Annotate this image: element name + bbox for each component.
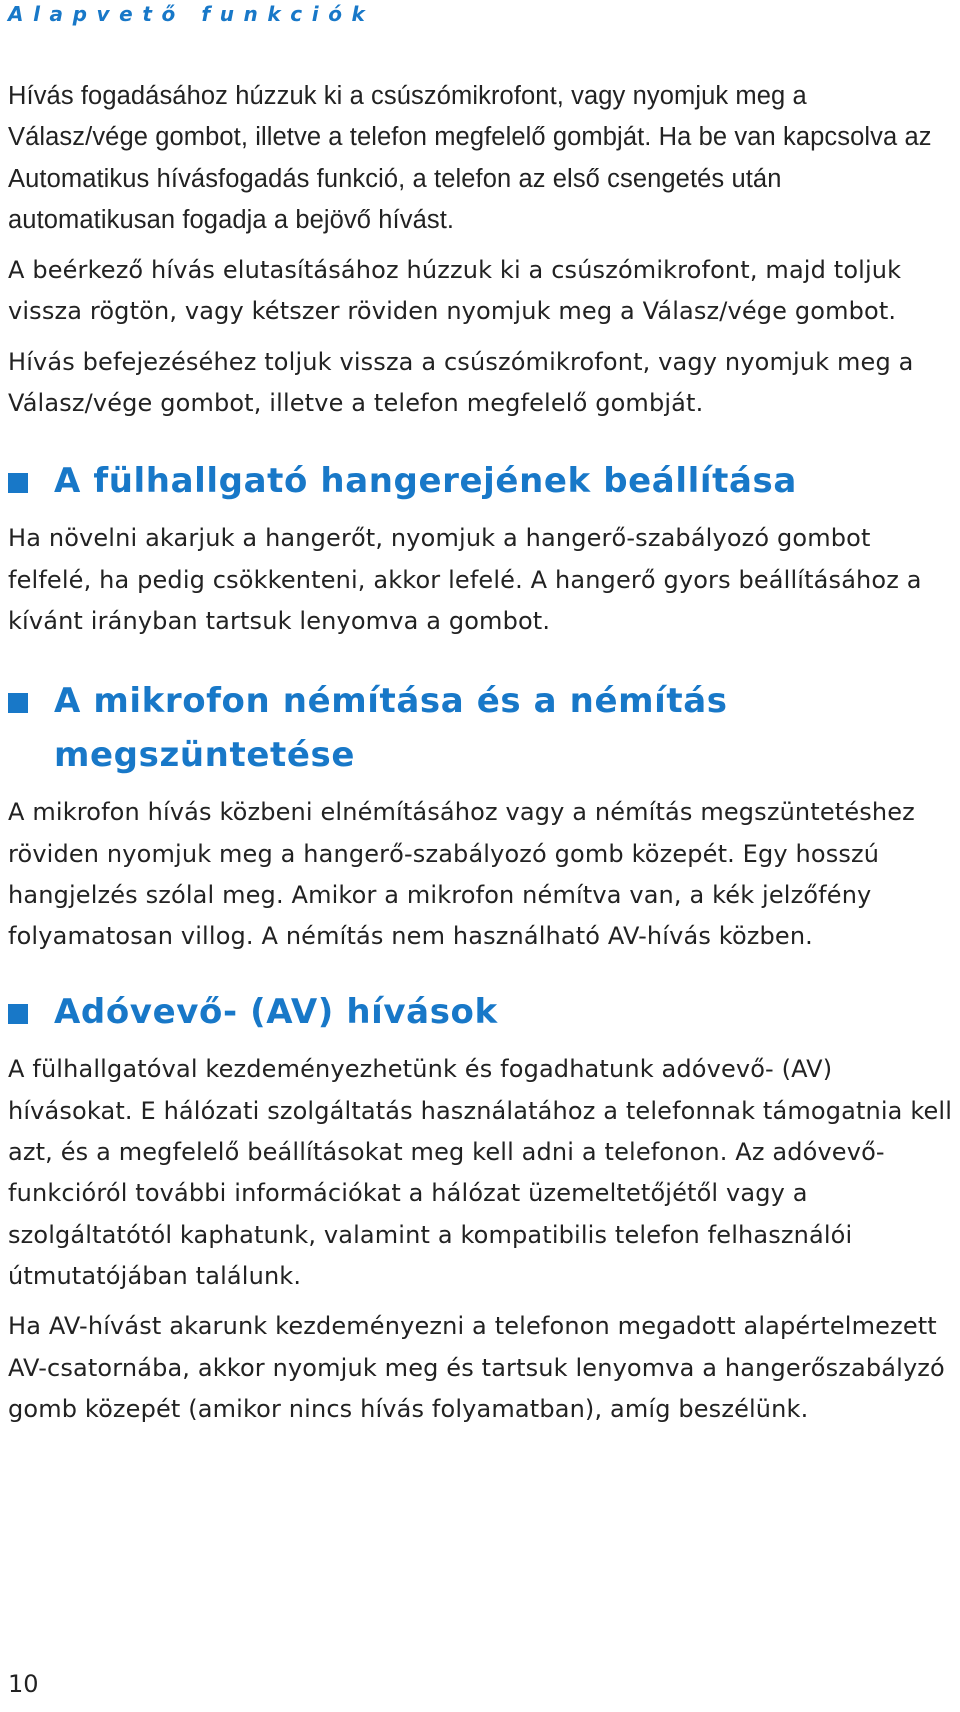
section-ptt-calls xyxy=(8,985,953,1430)
intro-block xyxy=(8,76,953,424)
section-heading xyxy=(8,674,953,782)
section-paragraph: A mikrofon hívás közbeni elnémításához vagy a némítás megszüntetéshez röviden nyomjuk meg a hangerő-szabályozó gomb közepét. Egy hosszú hangjelzés szólal meg. Amikor a mikrofon némítva van, a kék jelzőfény folyamatosan villog. A némítás nem használható AV-hívás közben. xyxy=(8,798,915,951)
section-heading xyxy=(8,454,953,508)
square-bullet-icon xyxy=(8,473,28,493)
running-header: Alapvető funkciók xyxy=(8,2,375,26)
section-paragraph: Ha növelni akarjuk a hangerőt, nyomjuk a hangerő-szabályozó gombot felfelé, ha pedig csökkenteni, akkor lefelé. A hangerő gyors beállításához a kívánt irányban tartsuk lenyomva a gombot. xyxy=(8,524,922,635)
section-earpiece-volume xyxy=(8,454,953,642)
section-heading xyxy=(8,985,953,1039)
section-paragraph: Ha AV-hívást akarunk kezdeményezni a telefonon megadott alapértelmezett AV-csatornába, akkor nyomjuk meg és tartsuk lenyomva a hangerőszabályzó gomb közepét (amikor nincs hívás folyamatban), amíg beszélünk. xyxy=(8,1312,945,1423)
section-title: A mikrofon némítása és a némítás megszüntetése xyxy=(54,681,728,776)
section-title: Adóvevő- (AV) hívások xyxy=(54,992,498,1033)
section-mute-microphone xyxy=(8,674,953,957)
intro-paragraph-answer: Hívás fogadásához húzzuk ki a csúszómikrofont, vagy nyomjuk meg a Válasz/vége gombot, illetve a telefon megfelelő gombját. Ha be van kapcsolva az Automatikus hívásfogadás funkció, a telefon az első csengetés után automatikusan fogadja a bejövő hívást. xyxy=(8,82,932,234)
page-number: 10 xyxy=(8,1670,39,1698)
intro-paragraph-reject: A beérkező hívás elutasításához húzzuk ki a csúszómikrofont, majd toljuk vissza rögtön, vagy kétszer röviden nyomjuk meg a Válasz/vége gombot. xyxy=(8,256,902,326)
intro-paragraph-end: Hívás befejezéséhez toljuk vissza a csúszómikrofont, vagy nyomjuk meg a Válasz/vége gombot, illetve a telefon megfelelő gombját. xyxy=(8,347,914,418)
section-title: A fülhallgató hangerejének beállítása xyxy=(54,461,797,502)
square-bullet-icon xyxy=(8,1004,28,1024)
section-paragraph: A fülhallgatóval kezdeményezhetünk és fogadhatunk adóvevő- (AV) hívásokat. E hálózati szolgáltatás használatához a telefonnak támogatnia kell azt, és a megfelelő beállításokat meg kell adni a telefonon. Az adóvevő-funkcióról további információkat a hálózat üzemeltetőjétől vagy a szolgáltatótól kaphatunk, valamint a kompatibilis telefon felhasználói útmutatójában találunk. xyxy=(8,1055,953,1290)
square-bullet-icon xyxy=(8,693,28,713)
page-content xyxy=(8,76,953,1430)
